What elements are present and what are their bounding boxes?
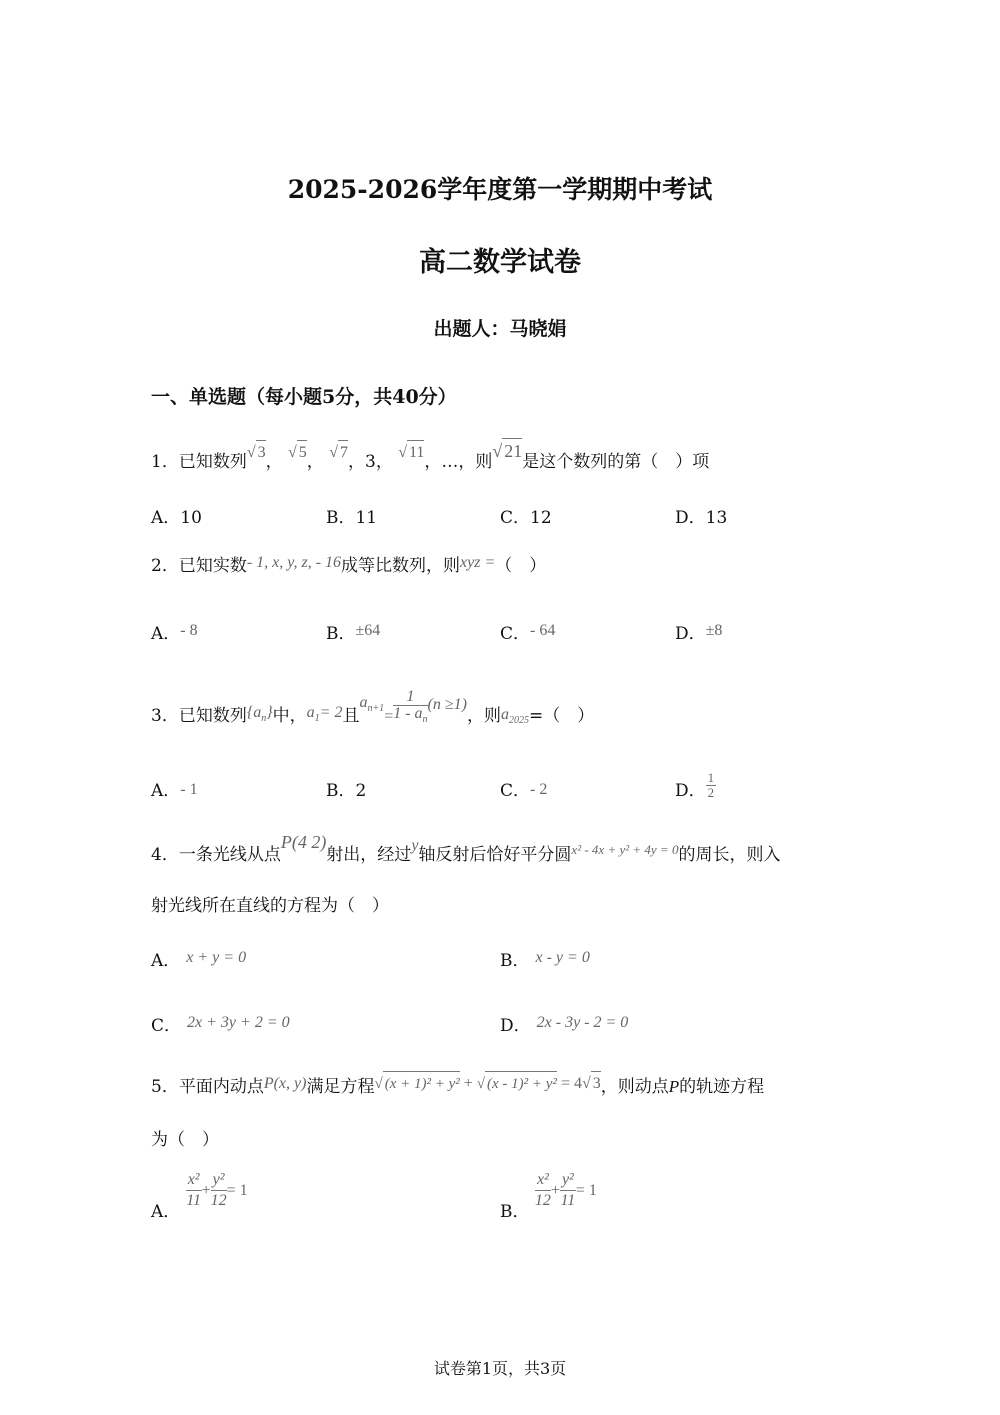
question-5-stem: 5．平面内动点P(x, y)满足方程√ (x + 1)² + y² + √ (x - 1)² + y² = 4√ 3，则动点P的轨迹方程 [151,1075,764,1100]
question-4-stem: 4．一条光线从点P(4 2)射出，经过y轴反射后恰好平分圆$^{x^2 - 4x + y^2 + 4y = 0}$的周长，则入 [151,832,781,865]
q2-option-d: D．±8 [675,622,723,644]
q4-option-b: B． x - y = 0 [500,949,590,971]
section-heading: 一、单选题（每小题5分，共40分） [151,386,457,408]
q4-option-a: A． x + y = 0 [151,949,247,971]
q3-option-a: A．- 1 [151,781,198,801]
page-footer: 试卷第1页，共3页 [433,1359,567,1378]
q3-option-d: D． $\frac{1}{2}$ [675,770,715,801]
q1-option-d: D．13 [675,508,728,528]
q5-option-b: B． $\frac{\text{x²}}{12}$ + $\frac{\text{y²}}{11}$ = 1 [500,1171,597,1222]
exam-title: 2025-2026学年度第一学期期中考试 [287,175,713,204]
question-3-stem: 3．已知数列$\{a_n\}$中，$a_1= 2$且$a_{n+1}=$ $\frac{1}{1 - a_n}$ (n ≥1)，则$a_{2025}=$（ ） [151,688,595,727]
q4-option-c: C． 2x + 3y + 2 = 0 [151,1014,290,1036]
q3-option-b: B．2 [326,781,367,801]
setter-line: 出题人：马晓娟 [433,318,567,340]
q2-option-a: A．- 8 [151,622,198,644]
question-5-stem-line2: 为（ ） [151,1130,219,1150]
q5-option-a: A． $\frac{\text{x²}}{11}$ + $\frac{\text{y²}}{12}$ = 1 [151,1171,248,1222]
q3-option-c: C．- 2 [500,781,548,801]
question-4-stem-line2: 射光线所在直线的方程为（ ） [151,896,389,916]
q4-option-d: D． 2x - 3y - 2 = 0 [500,1014,629,1036]
q1-option-c: C．12 [500,508,552,528]
q1-option-b: B．11 [326,508,378,528]
q2-option-b: B．±64 [326,622,381,644]
question-2-stem: 2．已知实数- 1, x, y, z, - 16成等比数列，则xyz =（ ） [151,554,547,576]
q2-option-c: C．- 64 [500,622,556,644]
question-1-stem: 1．已知数列√ 3， √ 5， √ 7，3， √ 11，…，则√ 21是这个数列的第（ ）项 [151,448,709,475]
paper-title: 高二数学试卷 [419,247,581,278]
q1-option-a: A．10 [151,508,202,528]
